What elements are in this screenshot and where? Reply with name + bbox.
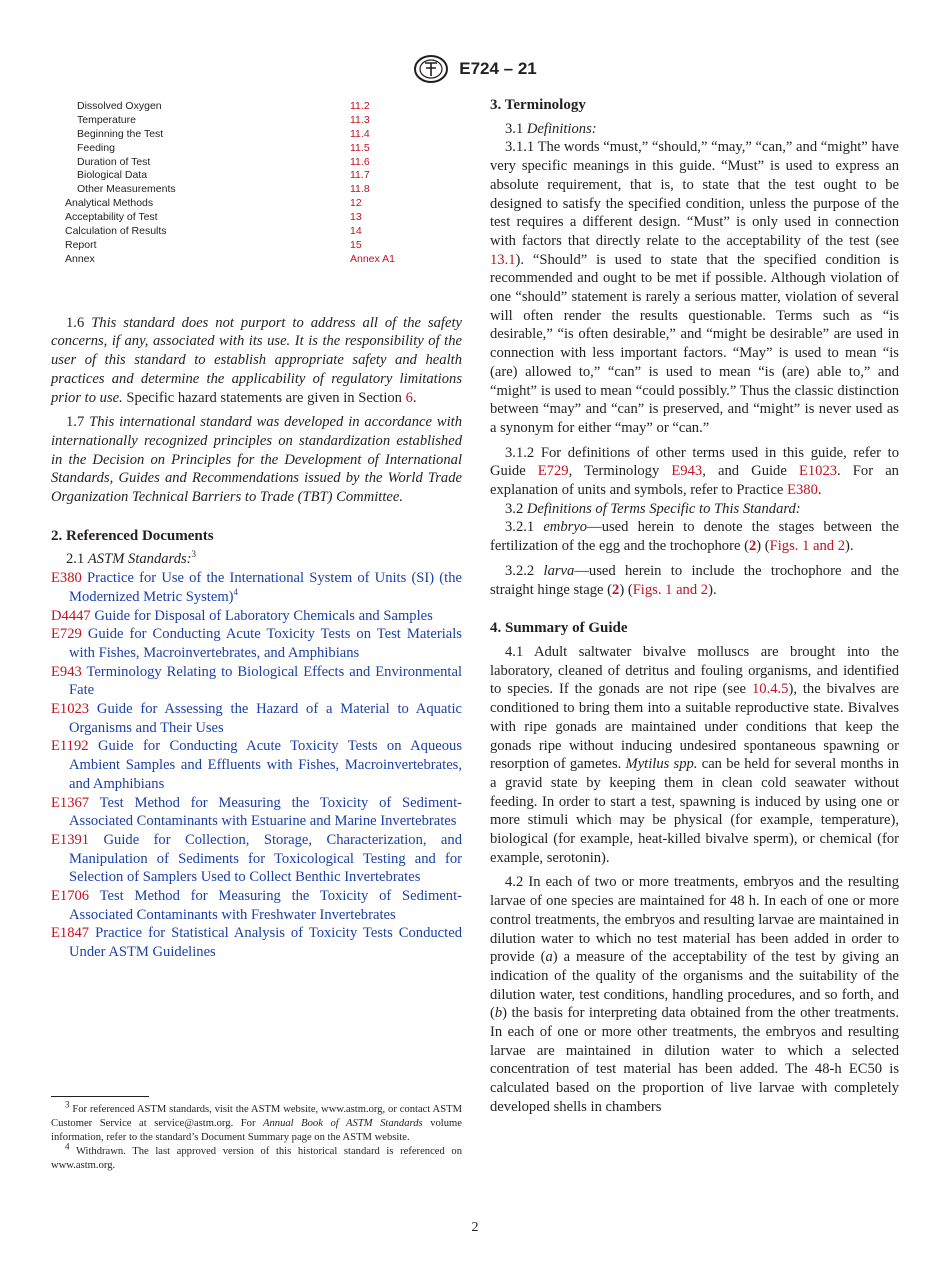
toc-row (51, 142, 462, 156)
reference-title[interactable]: Guide for Collection, Storage, Characterization, and Manipulation of Sediments for Toxicological Testing and for Selection of Samplers Used to Collect Benthic Invertebrates (69, 831, 462, 886)
reference-title[interactable]: Guide for Conducting Acute Toxicity Tests on Aqueous Ambient Samples and Effluents with Fishes, Macroinvertebrates, and Amphibians (69, 738, 462, 792)
document-designation: E724 – 21 (459, 59, 537, 78)
toc-label: Beginning the Test (77, 127, 164, 140)
reference-code[interactable]: E1367 (51, 794, 90, 811)
reference-title[interactable]: Test Method for Measuring the Toxicity of Sediment-Associated Contaminants with Freshwater Invertebrates (69, 888, 462, 923)
toc-row (51, 183, 462, 197)
toc-section-link[interactable]: 11.8 (350, 183, 370, 196)
section-1-7: 1.7 This international standard was developed in accordance with internationally recognized principles on standardization established in the Decision on Principles for the Development of International Standards, Guides and Recommendations issued by the World Trade Organization Technical Barriers to Trade (TBT) Committee. (51, 414, 463, 506)
reference-code[interactable]: E943 (51, 663, 82, 680)
reference-title[interactable]: Guide for Disposal of Laboratory Chemicals and Samples (94, 607, 433, 624)
section-3-2: 3.2 Definitions of Terms Specific to This Standard: (505, 500, 801, 517)
section-1-6: 1.6 This standard does not purport to address all of the safety concerns, if any, associated with its use. It is the responsibility of the user of this standard to establish appropriate safety and health practices and determine the applicability of regulatory limitations prior to use. Specific hazard statements are given in Section 6. (51, 314, 462, 406)
section-3-heading: 3. Terminology (490, 97, 586, 113)
left-column (51, 96, 462, 962)
e729-link[interactable]: E729 (537, 463, 569, 480)
astm-logo-icon (413, 54, 449, 84)
toc-row (51, 211, 462, 225)
toc-row (51, 114, 462, 128)
toc-section-link[interactable]: 11.7 (350, 169, 370, 182)
reference-title[interactable]: Practice for Use of the International System of Units (SI) (the Modernized Metric System) (69, 570, 462, 605)
toc-section-link[interactable]: 11.2 (350, 100, 370, 112)
reference-item[interactable] (51, 663, 462, 700)
section-2-1: 2.1 ASTM Standards:$^3$ (66, 549, 197, 568)
toc-section-link[interactable]: 14 (350, 225, 362, 238)
reference-item[interactable] (51, 887, 462, 924)
toc-row (51, 156, 462, 170)
reference-item[interactable] (51, 625, 462, 662)
reference-item[interactable] (51, 607, 462, 626)
page-number: 2 (471, 1220, 479, 1235)
toc-section-link[interactable]: 12 (350, 197, 362, 210)
section-3-1-2: 3.1.2 For definitions of other terms used in this guide, refer to Guide E729, Terminology E943, and Guide E1023. For an explanation of units and symbols, refer to Practice E380. (490, 444, 899, 499)
footnote-4: $^4$ Withdrawn. The last approved version of this historical standard is referenced on www.astm.org. (51, 1141, 462, 1171)
reference-title[interactable]: Guide for Conducting Acute Toxicity Tests on Test Materials with Fishes, Macroinvertebrates, and Amphibians (69, 626, 462, 661)
toc-row (51, 239, 462, 253)
toc-row (51, 225, 462, 239)
reference-code[interactable]: E1847 (51, 925, 90, 942)
section-13-1-link[interactable]: 13.1 (490, 251, 516, 268)
footnote-marker: 4 (233, 586, 239, 597)
footnote-divider (51, 1096, 149, 1097)
section-3-2-1: 3.2.1 embryo—used herein to denote the stages between the fertilization of the egg and the trochophore (2) (Figs. 1 and 2). (490, 519, 899, 555)
toc-label: Duration of Test (77, 155, 151, 168)
reference-item[interactable] (51, 569, 462, 606)
section-3-1-1: 3.1.1 The words “must,” “should,” “may,” “can,” and “might” have very specific meanings in this guide. “Must” is used to express an absolute requirement, that is, to state that the test ought to be designed to satisfy the specified condition, unless the purpose of the test requires a different design. “Must” is only used in connection with factors that directly relate to the acceptability of the test (see 13.1). “Should” is used to state that the specified condition is recommended and ought to be met if possible. Although violation of one “should” statement is rarely a serious matter, violation of several will often render the results questionable. Terms such as “is desirable,” “is often desirable,” and “might be desirable” are used in connection with less important factors. “May” is used to mean “is (are) allowed to,” “can” is used to mean “is (are) able to,” and “might” is used to mean “could possibly.” Thus the classic distinction between “may” and “can” is preserved, and “might” is never used as a synonym for either “may” or “can.” (490, 139, 899, 436)
section-3-1: 3.1 Definitions: (505, 120, 597, 137)
toc-row (51, 128, 462, 142)
toc-label: Annex (65, 252, 95, 265)
toc-label: Analytical Methods (65, 197, 154, 210)
toc-section-link[interactable]: 11.4 (350, 127, 370, 140)
toc-row (51, 253, 462, 267)
reference-title[interactable]: Test Method for Measuring the Toxicity of Sediment-Associated Contaminants with Estuarine and Marine Invertebrates (69, 794, 462, 830)
toc-section-link[interactable]: 11.3 (350, 113, 370, 126)
section-4-heading: 4. Summary of Guide (490, 620, 628, 637)
e943-link[interactable]: E943 (671, 463, 703, 480)
reference-code[interactable]: D4447 (51, 607, 91, 624)
toc-label: Temperature (77, 113, 136, 126)
table-of-contents (51, 100, 462, 267)
citation-2-link[interactable]: 2 (612, 581, 620, 598)
toc-section-link[interactable]: 11.6 (350, 155, 370, 168)
reference-title[interactable]: Terminology Relating to Biological Effects and Environmental Fate (69, 663, 462, 699)
section-10-4-5-link[interactable]: 10.4.5 (751, 681, 789, 698)
section-3-2-2: 3.2.2 larva—used herein to include the trochophore and the straight hinge stage (2) (Figs. 1 and 2). (490, 562, 899, 598)
toc-section-link[interactable]: 15 (350, 238, 362, 251)
figs-1-2-link[interactable]: Figs. 1 and 2 (769, 538, 846, 555)
e1023-link[interactable]: E1023 (798, 463, 838, 480)
reference-item[interactable] (51, 700, 462, 737)
footnotes (51, 1099, 462, 1173)
toc-section-link[interactable]: Annex A1 (350, 252, 395, 265)
reference-code[interactable]: E380 (51, 570, 82, 587)
citation-2-link[interactable]: 2 (748, 538, 757, 555)
toc-label: Other Measurements (77, 183, 176, 196)
section-2-heading: 2. Referenced Documents (51, 527, 214, 544)
toc-label: Report (65, 238, 97, 251)
reference-code[interactable]: E1391 (51, 831, 90, 848)
reference-list (51, 569, 462, 962)
page-header (0, 54, 950, 84)
section-6-link[interactable]: 6 (405, 389, 413, 406)
toc-label: Biological Data (77, 169, 148, 182)
reference-code[interactable]: E1192 (51, 738, 89, 755)
toc-label: Acceptability of Test (65, 211, 158, 224)
reference-code[interactable]: E1023 (51, 701, 90, 718)
toc-row (51, 197, 462, 211)
reference-item[interactable] (51, 831, 462, 887)
reference-item[interactable] (51, 924, 462, 961)
reference-item[interactable] (51, 737, 462, 793)
e380-link[interactable]: E380 (787, 482, 818, 499)
right-column (490, 96, 899, 1117)
reference-item[interactable] (51, 794, 462, 831)
reference-code[interactable]: E1706 (51, 888, 90, 905)
reference-code[interactable]: E729 (51, 626, 82, 643)
figs-1-2-link[interactable]: Figs. 1 and 2 (632, 581, 709, 598)
toc-row (51, 169, 462, 183)
section-4-2: 4.2 In each of two or more treatments, embryos and the resulting larvae of one species are maintained for 48 h. In each of one or more control treatments, the embryos and resulting larvae are maintained in dilution water to which no test material has been added in order to provide (a) a measure of the acceptability of the test by giving an indication of the quality of the organisms and the suitability of the dilution water, test conditions, handling procedures, and so forth, and (b) the basis for interpreting data obtained from the other treatments. In each of one or more other treatments, the embryos and resulting larvae are maintained in dilution water to which a selected concentration of test material has been added. The 48-h EC50 is calculated based on the proportion of live larvae with completely developed shells in chambers (490, 874, 900, 1115)
toc-row (51, 100, 462, 114)
toc-section-link[interactable]: 13 (350, 211, 362, 224)
reference-title[interactable]: Guide for Assessing the Hazard of a Material to Aquatic Organisms and Their Uses (69, 701, 462, 736)
section-4-1: 4.1 Adult saltwater bivalve molluscs are brought into the laboratory, cleaned of detritus and fouling organisms, and identified to species. If the gonads are not ripe (see 10.4.5), the bivalves are conditioned to bring them into a suitable reproductive state. Bivalves with ripe gonads are maintained under conditions that keep the gonads ripe without inducing undesired spontaneous spawning or resorption of gametes. Mytilus spp. can be held for several months in a gravid state by keeping them in clean cold seawater without feeding. In order to start a test, spawning is induced by using one or more stimuli which may be physical (for example, temperature), biological (for example, heat-killed bivalve sperm), or chemical (for example, serotonin). (490, 643, 899, 866)
toc-section-link[interactable]: 11.5 (350, 141, 370, 154)
reference-title[interactable]: Practice for Statistical Analysis of Toxicity Tests Conducted Under ASTM Guidelines (69, 925, 462, 961)
toc-label: Calculation of Results (65, 225, 167, 238)
footnote-3: $^3$ For referenced ASTM standards, visit the ASTM website, www.astm.org, or contact ASTM Customer Service at service@astm.org. For Annual Book of ASTM Standards volume information, refer to the standard’s Document Summary page on the ASTM website. (51, 1099, 462, 1143)
toc-label: Feeding (77, 141, 115, 154)
toc-label: Dissolved Oxygen (77, 100, 162, 112)
